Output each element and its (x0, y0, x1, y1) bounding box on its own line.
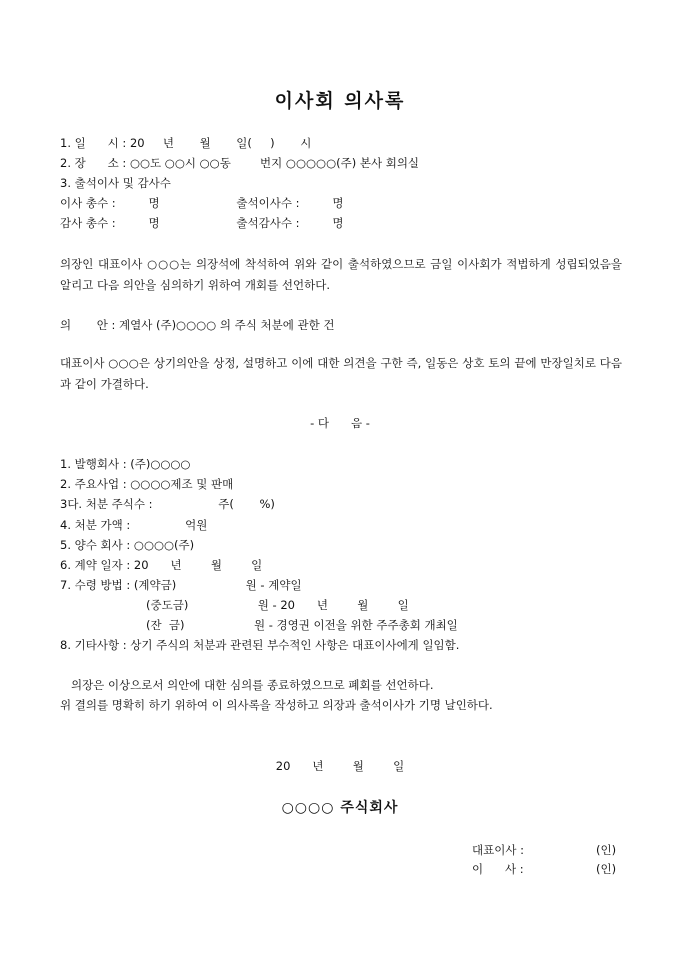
agenda-line: 의 안 : 계열사 (주)○○○○ 의 주식 처분에 관한 건 (60, 318, 335, 332)
item-business: 2. 주요사업 : ○○○○제조 및 판매 (60, 477, 234, 491)
auditor-count: 감사 총수 : 명 출석감사수 : 명 (60, 216, 344, 230)
meeting-location: 2. 장 소 : ○○도 ○○시 ○○동 번지 ○○○○○(주) 본사 회의실 (60, 156, 420, 170)
item-contract-date: 6. 계약 일자 : 20 년 월 일 (60, 558, 263, 572)
discussion-paragraph: 대표이사 ○○○은 상기의안을 상정, 설명하고 이에 대한 의견을 구한 즉, 일동은 상호 토의 끝에 만장일치로 다음과 같이 가결하다. (60, 356, 622, 391)
item-payment-deposit: 7. 수령 방법 : (계약금) 원 - 계약일 (60, 578, 302, 592)
item-price: 4. 처분 가액 : 억원 (60, 518, 208, 532)
ceo-seal: (인) (596, 843, 617, 857)
attendance-heading: 3. 출석이사 및 감사수 (60, 176, 171, 190)
company-name: ○○○○ 주식회사 (281, 800, 399, 816)
item-buyer: 5. 양수 회사 : ○○○○(주) (60, 538, 195, 552)
item-payment-interim: (중도금) 원 - 20 년 월 일 (146, 598, 409, 612)
item-payment-balance: (잔 금) 원 - 경영권 이전을 위한 주주총회 개최일 (146, 618, 458, 632)
item-other: 8. 기타사항 : 상기 주식의 처분과 관련된 부수적인 사항은 대표이사에게 일임함. (60, 638, 460, 652)
director-seal: (인) (596, 862, 617, 876)
signing-date: 20 년 월 일 (275, 759, 405, 773)
divider-heading: - 다 음 - (310, 416, 370, 430)
item-issuer: 1. 발행회사 : (주)○○○○ (60, 457, 191, 471)
director-count: 이사 총수 : 명 출석이사수 : 명 (60, 196, 344, 210)
item-shares: 3다. 처분 주식수 : 주( %) (60, 497, 275, 511)
meeting-datetime: 1. 일 시 : 20 년 월 일( ) 시 (60, 136, 312, 150)
opening-paragraph: 의장인 대표이사 ○○○는 의장석에 착석하여 위와 같이 출석하였으므로 금일 이사회가 적법하게 성립되었음을 알리고 다음 의안을 심의하기 위하여 개회를 선언하다. (60, 257, 622, 292)
director-signature-label: 이 사 : (472, 862, 524, 876)
document-title: 이사회 의사록 (274, 90, 406, 112)
closing-line-2: 위 결의를 명확히 하기 위하여 이 의사록을 작성하고 의장과 출석이사가 기명 날인하다. (60, 698, 493, 712)
closing-line-1: 의장은 이상으로서 의안에 대한 심의를 종료하였으므로 폐회를 선언하다. (60, 678, 434, 692)
ceo-signature-label: 대표이사 : (472, 843, 524, 857)
